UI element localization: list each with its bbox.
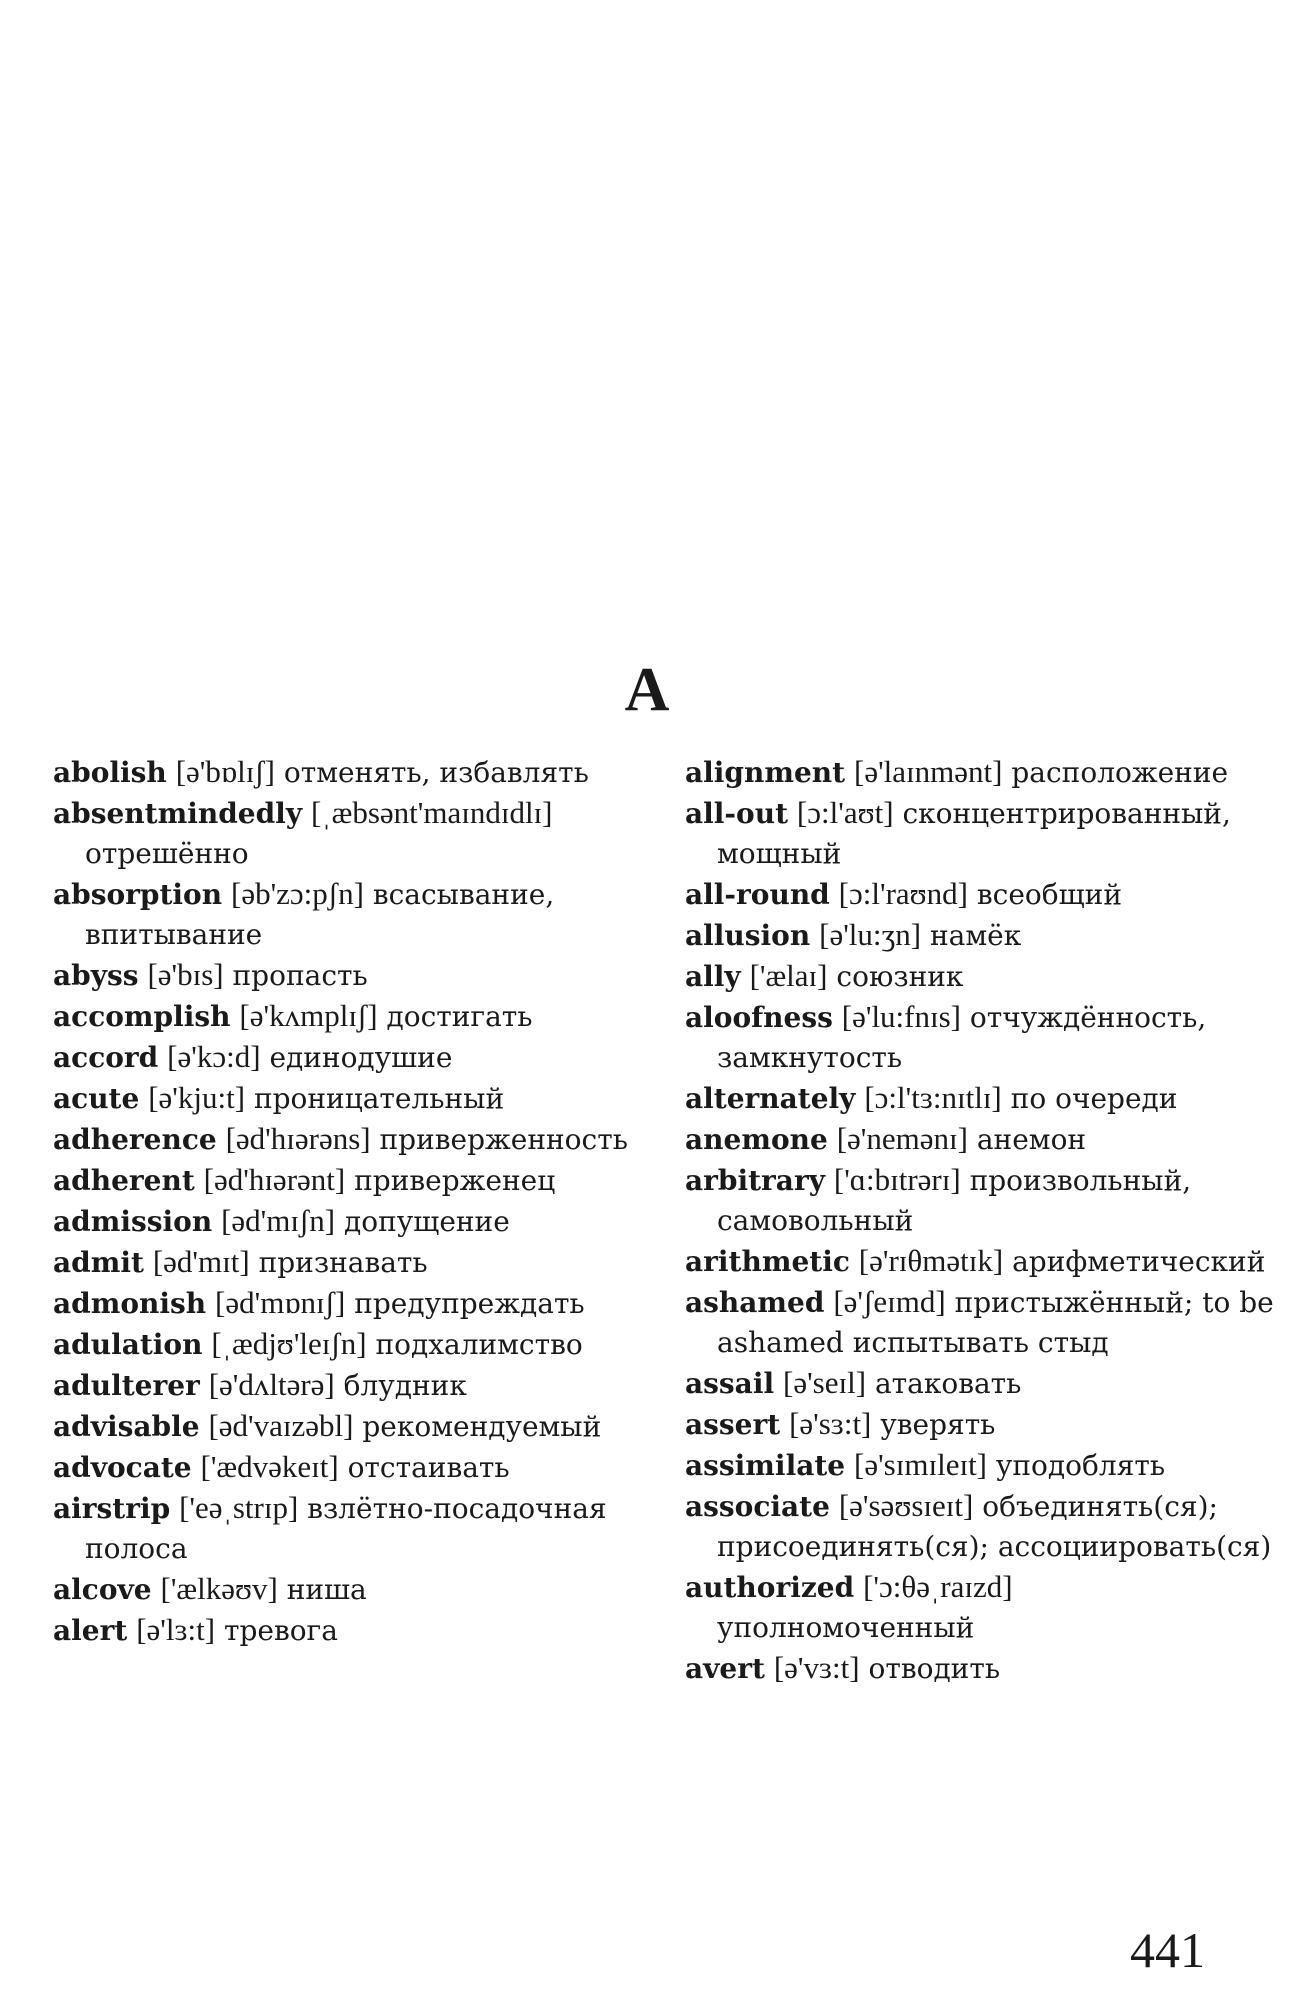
transcription: [əd'hɪərəns] (225, 1121, 371, 1156)
dictionary-entry (53, 1119, 643, 1160)
transcription: [ə'rɪθmətɪk] (858, 1243, 1004, 1278)
dictionary-entry (53, 752, 643, 793)
transcription: [ə'nemənɪ] (836, 1121, 968, 1156)
transcription: [ɔ:l'aʊt] (796, 795, 894, 830)
translation: проницательный (253, 1082, 505, 1115)
translation: приверженец (354, 1164, 556, 1197)
headword: adulation (53, 1328, 203, 1361)
headword: adherent (53, 1164, 195, 1197)
translation: ниша (286, 1573, 367, 1606)
transcription: [ə'ʃeɪmd] (833, 1284, 946, 1319)
translation: пристыжённый; to be ashamed испытывать стыд (717, 1286, 1274, 1359)
dictionary-entry (685, 915, 1275, 956)
dictionary-entry (685, 1241, 1275, 1282)
translation: по очереди (1010, 1082, 1178, 1115)
transcription: [ə'seɪl] (783, 1365, 867, 1400)
transcription: [ə'bɒlɪʃ] (175, 754, 275, 789)
transcription: [ˌædjʊ'leɪʃn] (211, 1326, 367, 1361)
translation: уподоблять (995, 1449, 1166, 1482)
headword: absorption (53, 878, 223, 911)
translation: всасывание, впитывание (85, 878, 555, 951)
headword: assimilate (685, 1449, 846, 1482)
headword: aloofness (685, 1001, 833, 1034)
translation: единодушие (269, 1041, 453, 1074)
translation: рекомендуемый (362, 1410, 602, 1443)
dictionary-entry (53, 1488, 643, 1569)
dictionary-entry (53, 1078, 643, 1119)
transcription: [ə'laɪnmənt] (854, 754, 1003, 789)
headword: allusion (685, 919, 811, 952)
dictionary-entry (53, 955, 643, 996)
headword: alternately (685, 1082, 856, 1115)
transcription: ['ɔ:θəˌraɪzd] (863, 1569, 1013, 1604)
translation: всеобщий (976, 878, 1122, 911)
dictionary-entry (53, 1365, 643, 1406)
transcription: ['ælaɪ] (749, 958, 828, 993)
headword: advisable (53, 1410, 200, 1443)
dictionary-entry (53, 1201, 643, 1242)
translation: пропасть (232, 959, 368, 992)
transcription: [ə'vɜ:t] (773, 1650, 860, 1685)
headword: all-out (685, 797, 789, 830)
transcription: [ə'dʌltərə] (208, 1367, 335, 1402)
dictionary-entry (685, 1404, 1275, 1445)
transcription: ['eəˌstrɪp] (179, 1490, 299, 1525)
headword: alert (53, 1614, 128, 1647)
dictionary-entry (53, 1242, 643, 1283)
headword: admit (53, 1246, 144, 1279)
transcription: ['ɑ:bɪtrərɪ] (833, 1162, 961, 1197)
dictionary-entry (53, 1160, 643, 1201)
transcription: [ə'kju:t] (148, 1080, 246, 1115)
headword: admission (53, 1205, 213, 1238)
transcription: [əd'mɒnɪʃ] (215, 1285, 346, 1320)
transcription: [əd'mɪt] (152, 1244, 250, 1279)
dictionary-entry (53, 1406, 643, 1447)
right-column (685, 752, 1275, 1689)
translation: отменять, избавлять (283, 756, 589, 789)
headword: alignment (685, 756, 846, 789)
headword: adulterer (53, 1369, 200, 1402)
section-letter: A (624, 656, 670, 724)
translation: отрешённо (85, 837, 249, 870)
translation: отчуждённость, замкнутость (717, 1001, 1207, 1074)
headword: accomplish (53, 1000, 231, 1033)
transcription: [əd'mɪʃn] (221, 1203, 336, 1238)
dictionary-entry (53, 1324, 643, 1365)
translation: приверженность (379, 1123, 628, 1156)
headword: arbitrary (685, 1164, 825, 1197)
dictionary-entry (685, 1567, 1275, 1648)
translation: предупреждать (354, 1287, 585, 1320)
transcription: [ə'sɜ:t] (789, 1406, 872, 1441)
translation: произвольный, самовольный (717, 1164, 1192, 1237)
translation: союзник (836, 960, 964, 993)
transcription: [əb'zɔ:pʃn] (231, 876, 364, 911)
headword: admonish (53, 1287, 207, 1320)
translation: расположение (1011, 756, 1229, 789)
dictionary-entry (685, 1445, 1275, 1486)
dictionary-entry (685, 1160, 1275, 1241)
dictionary-entry (685, 997, 1275, 1078)
headword: ally (685, 960, 741, 993)
headword: airstrip (53, 1492, 171, 1525)
headword: abyss (53, 959, 139, 992)
headword: accord (53, 1041, 159, 1074)
dictionary-entry (53, 874, 643, 955)
transcription: [ə'sɪmɪleɪt] (854, 1447, 988, 1482)
transcription: [ə'bɪs] (147, 957, 224, 992)
headword: acute (53, 1082, 140, 1115)
dictionary-entry (685, 1119, 1275, 1160)
dictionary-entry (685, 1282, 1275, 1363)
translation: атаковать (874, 1367, 1022, 1400)
headword: adherence (53, 1123, 217, 1156)
dictionary-entry (685, 956, 1275, 997)
dictionary-entry (53, 1283, 643, 1324)
dictionary-entry (53, 1037, 643, 1078)
headword: ashamed (685, 1286, 825, 1319)
translation: сконцентрированный, мощный (717, 797, 1231, 870)
dictionary-entry (53, 1447, 643, 1488)
transcription: [ə'lɜ:t] (136, 1612, 216, 1647)
headword: abolish (53, 756, 167, 789)
translation: уверять (880, 1408, 996, 1441)
translation: допущение (344, 1205, 510, 1238)
transcription: [ə'lu:ʒn] (819, 917, 922, 952)
transcription: [ɔ:l'tɜ:nɪtlɪ] (864, 1080, 1002, 1115)
transcription: [ɔ:l'raʊnd] (838, 876, 968, 911)
translation: арифметический (1012, 1245, 1266, 1278)
translation: объединять(ся); присоединять(ся); ассоциировать(ся) (717, 1490, 1272, 1563)
page-number: 441 (1130, 1922, 1205, 1978)
dictionary-entry (685, 874, 1275, 915)
headword: absentmindedly (53, 797, 303, 830)
dictionary-entry (53, 1610, 643, 1651)
translation: подхалимство (375, 1328, 583, 1361)
dictionary-entry (685, 1648, 1275, 1689)
translation: взлётно-посадочная полоса (85, 1492, 607, 1565)
translation: блудник (343, 1369, 467, 1402)
left-column (53, 752, 643, 1651)
dictionary-entry (685, 752, 1275, 793)
translation: намёк (930, 919, 1022, 952)
transcription: [əd'hɪərənt] (203, 1162, 346, 1197)
transcription: [əd'vaɪzəbl] (208, 1408, 354, 1443)
headword: assert (685, 1408, 781, 1441)
transcription: [ə'lu:fnɪs] (841, 999, 961, 1034)
translation: отстаивать (347, 1451, 510, 1484)
translation: признавать (258, 1246, 428, 1279)
headword: assail (685, 1367, 775, 1400)
headword: all-round (685, 878, 830, 911)
headword: avert (685, 1652, 765, 1685)
transcription: [ə'kʌmplɪʃ] (239, 998, 378, 1033)
headword: anemone (685, 1123, 828, 1156)
transcription: [ə'səʊsɪeɪt] (838, 1488, 974, 1523)
dictionary-entry (53, 996, 643, 1037)
translation: отводить (868, 1652, 1001, 1685)
transcription: [ˌæbsənt'maɪndɪdlɪ] (311, 795, 553, 830)
dictionary-entry (53, 793, 643, 874)
headword: alcove (53, 1573, 152, 1606)
dictionary-entry (685, 1363, 1275, 1404)
transcription: ['ælkəʊv] (160, 1571, 278, 1606)
dictionary-entry (685, 1078, 1275, 1119)
headword: arithmetic (685, 1245, 850, 1278)
transcription: [ə'kɔ:d] (167, 1039, 261, 1074)
headword: associate (685, 1490, 830, 1523)
dictionary-entry (685, 1486, 1275, 1567)
transcription: ['ædvəkeɪt] (200, 1449, 339, 1484)
headword: authorized (685, 1571, 855, 1604)
translation: достигать (386, 1000, 533, 1033)
translation: тревога (223, 1614, 338, 1647)
translation: анемон (976, 1123, 1087, 1156)
headword: advocate (53, 1451, 192, 1484)
dictionary-entry (53, 1569, 643, 1610)
dictionary-entry (685, 793, 1275, 874)
translation: уполномоченный (717, 1611, 975, 1644)
